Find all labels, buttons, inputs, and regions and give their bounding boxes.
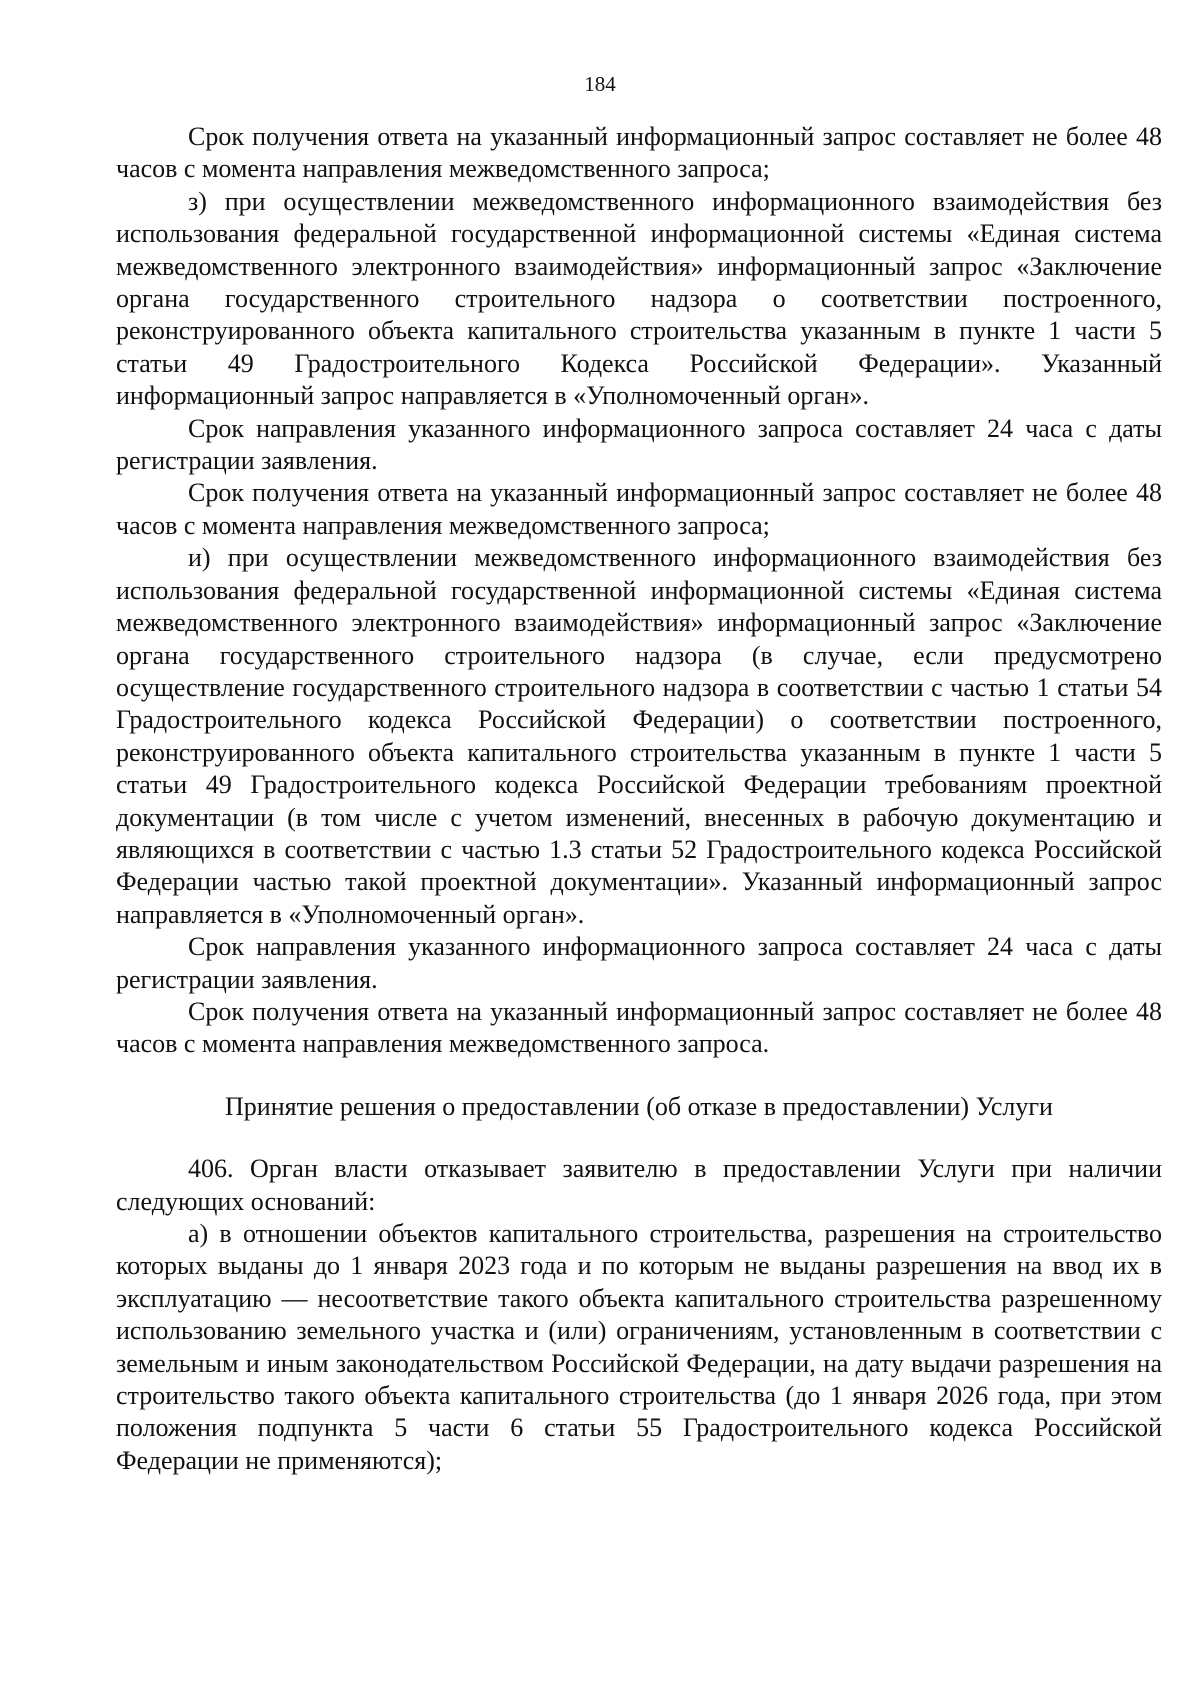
page-number: 184 [584,72,616,96]
paragraph: и) при осуществлении межведомственного информационного взаимодействия без использования федеральной государственной информационной системы «Единая система межведомственного электронного взаимодействия» информационный запрос «Заключение органа государственного строительного надзора (в случае, если предусмотрено осуществление государственного строительного надзора в соответствии с частью 1 статьи 54 Градостроительного кодекса Российской Федерации) о соответствии построенного, реконструированного объекта капитального строительства указанным в пункте 1 части 5 статьи 49 Градостроительного кодекса Российской Федерации требованиям проектной документации (в том числе с учетом изменений, внесенных в рабочую документацию и являющихся в соответствии с частью 1.3 статьи 52 Градостроительного кодекса Российской Федерации частью такой проектной документации». Указанный информационный запрос направляется в «Уполномоченный орган». [116,543,1162,929]
paragraph: Срок направления указанного информационного запроса составляет 24 часа с даты регистрации заявления. [116,413,1162,476]
paragraph: 406. Орган власти отказывает заявителю в предоставлении Услуги при наличии следующих оснований: [116,1154,1162,1216]
paragraph: Срок направления указанного информационного запроса составляет 24 часа с даты регистрации заявления. [116,932,1162,994]
paragraph: Срок получения ответа на указанный информационный запрос составляет не более 48 часов с момента направления межведомственного запроса; [116,478,1162,540]
page-body [116,121,1162,1477]
section-heading: Принятие решения о предоставлении (об отказе в предоставлении) Услуги [225,1091,1053,1121]
paragraph: з) при осуществлении межведомственного информационного взаимодействия без использования федеральной государственной информационной системы «Единая система межведомственного электронного взаимодействия» информационный запрос «Заключение органа государственного строительного надзора о соответствии построенного, реконструированного объекта капитального строительства указанным в пункте 1 части 5 статьи 49 Градостроительного Кодекса Российской Федерации». Указанный информационный запрос направляется в «Уполномоченный орган». [116,186,1162,411]
paragraph: Срок получения ответа на указанный информационный запрос составляет не более 48 часов с момента направления межведомственного запроса. [116,996,1162,1059]
paragraph: Срок получения ответа на указанный информационный запрос составляет не более 48 часов с момента направления межведомственного запроса; [116,122,1162,184]
paragraph: а) в отношении объектов капитального строительства, разрешения на строительство которых выданы до 1 января 2023 года и по которым не выданы разрешения на ввод их в эксплуатацию — несоответствие такого объекта капитального строительства разрешенному использованию земельного участка и (или) ограничениям, установленным в соответствии с земельным и иным законодательством Российской Федерации, на дату выдачи разрешения на строительство такого объекта капитального строительства (до 1 января 2026 года, при этом положения подпункта 5 части 6 статьи 55 Градостроительного кодекса Российской Федерации не применяются); [116,1219,1162,1475]
